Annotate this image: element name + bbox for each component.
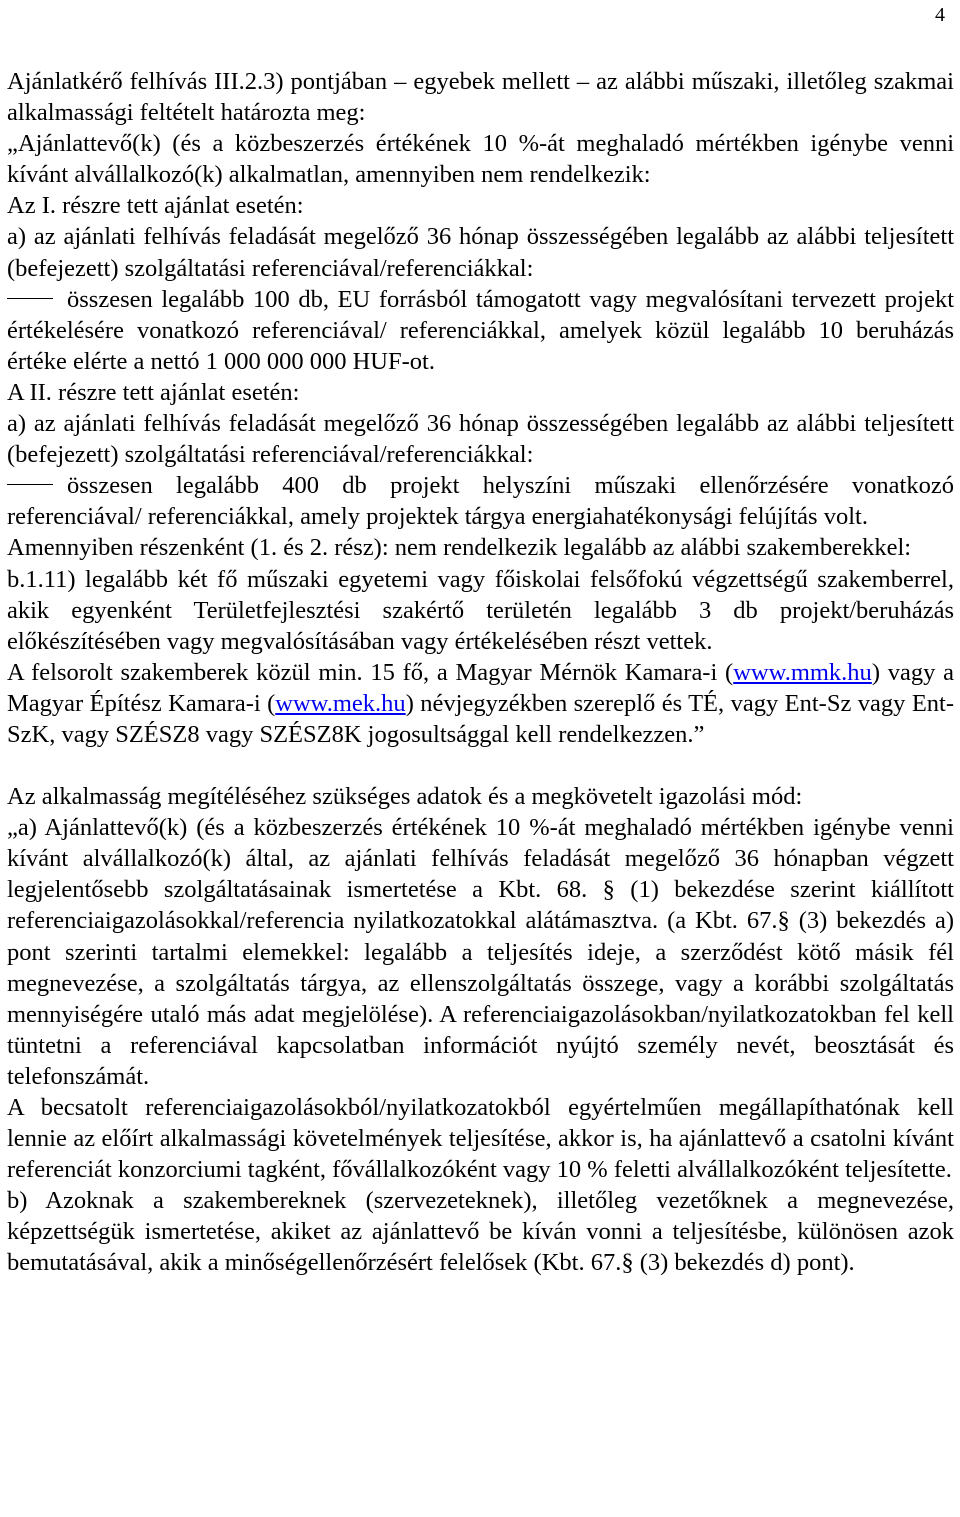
paragraph-part1-heading: Az I. részre tett ajánlat esetén: — [7, 192, 304, 220]
mek-link[interactable]: www.mek.hu — [275, 689, 406, 717]
paragraph-part1-item — [7, 284, 954, 377]
paragraph-chamber — [7, 657, 954, 750]
mmk-link[interactable]: www.mmk.hu — [733, 658, 872, 686]
part2-item-text: összesen legalább 400 db projekt helyszíni műszaki ellenőrzésére vonatkozó referenciával/ referenciákkal, amely projektek tárgya energiahatékonysági felújítás volt. — [7, 472, 954, 531]
paragraph-experts-intro: Amennyiben részenként (1. és 2. rész): nem rendelkezik legalább az alábbi szakemberekkel: — [7, 534, 912, 562]
paragraph-gap — [7, 750, 954, 781]
dash-bullet — [7, 298, 53, 299]
chamber-text-2: ) vagy a Magyar Építész Kamara-i ( — [7, 658, 954, 717]
paragraph-part1-a: a) az ajánlati felhívás feladását megelőző 36 hónap összességében legalább az alábbi teljesített (befejezett) szolgáltatási referenciával/referenciákkal: — [7, 223, 954, 282]
dash-bullet — [7, 484, 53, 485]
part1-item-text: összesen legalább 100 db, EU forrásból támogatott vagy megvalósítani tervezett projekt értékelésére vonatkozó referenciával/ referenciákkal, amelyek közül legalább 10 beruházás értéke elérte a nettó 1 000 000 000 HUF-ot. — [7, 285, 954, 375]
paragraph-reference-certificates: A becsatolt referenciaigazolásokból/nyilatkozatokból egyértelműen megállapíthatónak kell lennie az előírt alkalmassági követelmények teljesítése, akkor is, ha ajánlattevő a csatolni kívánt referenciát konzorciumi tagként, fővállalkozóként vagy 10 % feletti alvállalkozóként teljesítette. — [7, 1094, 954, 1184]
paragraph-verification-b: b) Azoknak a szakembereknek (szervezeteknek), illetőleg vezetőknek a megnevezése, képzettségük ismertetése, akiket az ajánlattevő be kíván vonni a teljesítésbe, különösen azok bemutatásával, akik a minőségellenőrzésért felelősek (Kbt. 67.§ (3) bekezdés d) pont). — [7, 1187, 954, 1277]
chamber-text-3: ) névjegyzékben szereplő és TÉ, vagy Ent-Sz vagy Ent-SzK, vagy SZÉSZ8 vagy SZÉSZ8K jogosultsággal kell rendelkezzen.” — [7, 689, 954, 748]
paragraph-verification-heading: Az alkalmasság megítéléséhez szükséges adatok és a megkövetelt igazolási mód: — [7, 783, 803, 811]
paragraph-condition-quote: „Ajánlattevő(k) (és a közbeszerzés értékének 10 %-át meghaladó mértékben igénybe venni kívánt alvállalkozó(k) alkalmatlan, amennyiben nem rendelkezik: — [7, 130, 954, 189]
paragraph-part2-item — [7, 470, 954, 532]
chamber-text-1: A felsorolt szakemberek közül min. 15 fő, a Magyar Mérnök Kamara-i ( — [7, 658, 734, 686]
paragraph-verification-a: „a) Ajánlattevő(k) (és a közbeszerzés értékének 10 %-át meghaladó mértékben igénybe venni kívánt alvállalkozó(k) által, az ajánlati felhívás feladását megelőző 36 hónapban végzett legjelentősebb szolgáltatásainak ismertetése a Kbt. 68. § (1) bekezdése szerint kiállított referenciaigazolásokkal/referencia nyilatkozatokkal alátámasztva. (a Kbt. 67.§ (3) bekezdés a) pont szerinti tartalmi elemekkel: legalább a teljesítés ideje, a szerződést kötő másik fél megnevezése, a szolgáltatás tárgya, az ellenszolgáltatás összege, vagy a korábbi szolgáltatás mennyiségére utaló más adat megjelölése). A referenciaigazolásokban/nyilatkozatokban fel kell tüntetni a referenciával kapcsolatban információt nyújtó személy nevét, beosztását és telefonszámát. — [7, 814, 954, 1090]
page-number: 4 — [935, 4, 945, 26]
paragraph-part2-heading: A II. részre tett ajánlat esetén: — [7, 378, 300, 406]
document-body — [7, 66, 954, 1279]
paragraph-experts-b111: b.1.11) legalább két fő műszaki egyetemi vagy főiskolai felsőfokú végzettségű szakemberrel, akik egyenként Területfejlesztési szakértő területén legalább 3 db projekt/beruházás előkészítésében vagy megvalósításában vagy értékelésében részt vettek. — [7, 565, 954, 655]
paragraph-intro: Ajánlatkérő felhívás III.2.3) pontjában – egyebek mellett – az alábbi műszaki, illetőleg szakmai alkalmassági feltételt határozta meg: — [7, 68, 954, 127]
paragraph-part2-a: a) az ajánlati felhívás feladását megelőző 36 hónap összességében legalább az alábbi teljesített (befejezett) szolgáltatási referenciával/referenciákkal: — [7, 410, 954, 469]
